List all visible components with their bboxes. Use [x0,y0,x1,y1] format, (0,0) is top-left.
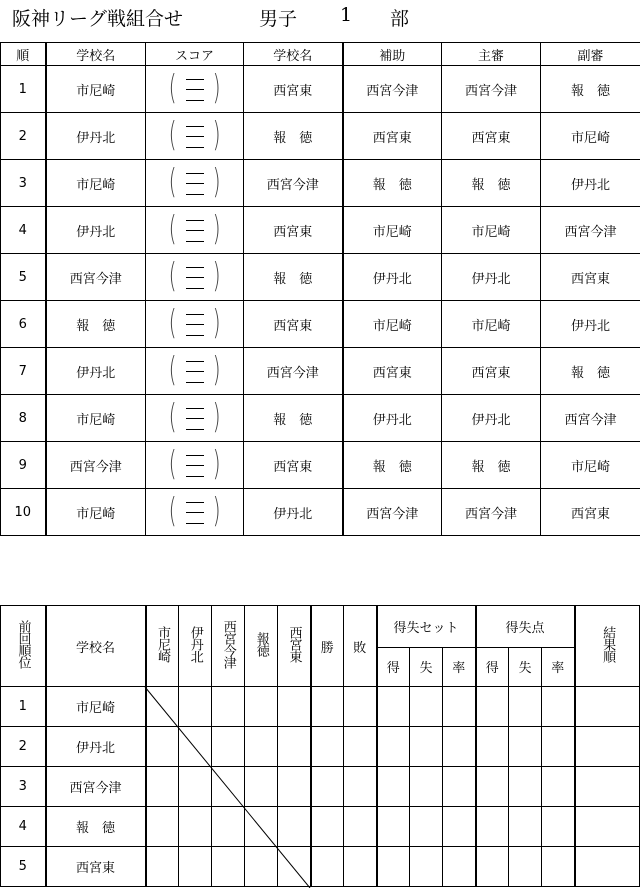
result-cell[interactable] [146,727,179,767]
result-cell[interactable] [575,687,640,727]
gain-header: 得 [476,647,509,687]
score-bracket[interactable]: ( ) [168,303,221,343]
results-table [0,605,640,887]
result-cell[interactable] [278,727,311,767]
result-cell[interactable] [443,847,476,887]
result-cell[interactable] [245,687,278,727]
result-cell[interactable] [212,847,245,887]
gain-header: 得 [377,647,410,687]
opponent-header [179,606,212,687]
match-number: 5 [1,254,46,301]
match-header-3: 学校名 [244,43,343,66]
result-cell[interactable] [410,847,443,887]
score-cell [146,160,244,207]
result-cell[interactable] [344,727,377,767]
match-number: 10 [1,489,46,536]
score-bracket[interactable]: ( ) [168,397,221,437]
score-cell [146,66,244,113]
home-school: 市尼崎 [46,160,146,207]
match-number: 3 [1,160,46,207]
rate-header: 率 [443,647,476,687]
score-bracket[interactable]: ( ) [168,350,221,390]
result-cell[interactable] [410,727,443,767]
result-cell[interactable] [542,727,575,767]
sub-referee: 伊丹北 [541,301,640,348]
away-school: 西宮東 [244,66,343,113]
assist-referee: 伊丹北 [343,395,442,442]
final-rank-header [575,606,640,687]
away-school: 伊丹北 [244,489,343,536]
score-cell [146,395,244,442]
opponent-header-text: 伊丹北 [187,626,203,662]
opponent-header-text: 報徳 [253,632,269,656]
away-school: 報 徳 [244,113,343,160]
away-school: 報 徳 [244,254,343,301]
result-cell[interactable] [311,807,344,847]
score-cell [146,207,244,254]
chief-referee: 市尼崎 [442,301,541,348]
match-number: 9 [1,442,46,489]
set-group-header: 得失セット [377,606,476,648]
chief-referee: 西宮今津 [442,66,541,113]
assist-referee: 伊丹北 [343,254,442,301]
home-school: 西宮今津 [46,254,146,301]
school-header: 学校名 [46,606,146,687]
match-header-4: 補助 [343,43,442,66]
result-cell[interactable] [509,767,542,807]
prev-rank-header-text: 前回順位 [15,620,31,668]
chief-referee: 市尼崎 [442,207,541,254]
score-cell [146,301,244,348]
result-cell[interactable] [542,807,575,847]
score-bracket[interactable]: ( ) [168,162,221,202]
match-row [1,395,640,442]
match-row [1,301,640,348]
score-bracket[interactable]: ( ) [168,444,221,484]
match-header-5: 主審 [442,43,541,66]
opponent-header [212,606,245,687]
match-header-1: 学校名 [46,43,146,66]
chief-referee: 伊丹北 [442,395,541,442]
sub-referee: 報 徳 [541,66,640,113]
assist-referee: 西宮東 [343,348,442,395]
result-cell[interactable] [542,847,575,887]
result-cell[interactable] [377,807,410,847]
result-cell[interactable] [377,847,410,887]
result-cell[interactable] [179,847,212,887]
result-cell[interactable] [410,807,443,847]
result-row [1,727,640,767]
match-number: 4 [1,207,46,254]
result-cell[interactable] [344,807,377,847]
opponent-header-text: 西宮東 [286,626,302,662]
match-number: 2 [1,113,46,160]
result-cell[interactable] [575,727,640,767]
home-school: 市尼崎 [46,66,146,113]
result-cell[interactable] [542,767,575,807]
opponent-header [245,606,278,687]
result-school: 市尼崎 [46,687,146,727]
result-cell[interactable] [377,687,410,727]
match-number: 7 [1,348,46,395]
result-cell[interactable] [344,847,377,887]
result-cell[interactable] [278,847,311,887]
sub-referee: 市尼崎 [541,113,640,160]
opponent-header [146,606,179,687]
result-cell[interactable] [575,767,640,807]
result-row [1,687,640,727]
match-row [1,254,640,301]
result-cell[interactable] [278,687,311,727]
result-cell[interactable] [476,807,509,847]
result-cell[interactable] [245,767,278,807]
chief-referee: 西宮東 [442,348,541,395]
match-row [1,207,640,254]
result-school: 報 徳 [46,807,146,847]
sub-referee: 西宮東 [541,254,640,301]
match-row [1,113,640,160]
home-school: 伊丹北 [46,207,146,254]
result-cell[interactable] [245,727,278,767]
home-school: 伊丹北 [46,113,146,160]
home-school: 伊丹北 [46,348,146,395]
result-cell[interactable] [575,807,640,847]
chief-referee: 伊丹北 [442,254,541,301]
assist-referee: 市尼崎 [343,207,442,254]
result-cell[interactable] [410,767,443,807]
match-number: 8 [1,395,46,442]
score-bracket[interactable]: ( ) [168,115,221,155]
loss-header: 敗 [344,606,377,687]
opponent-header-text: 市尼崎 [155,626,171,662]
away-school: 西宮今津 [244,348,343,395]
chief-referee: 報 徳 [442,160,541,207]
result-row [1,767,640,807]
result-cell[interactable] [212,727,245,767]
result-cell[interactable] [410,687,443,727]
result-school: 西宮今津 [46,767,146,807]
result-cell[interactable] [509,847,542,887]
prev-rank: 1 [1,687,46,727]
result-row [1,847,640,887]
result-cell[interactable] [278,767,311,807]
result-cell[interactable] [245,847,278,887]
sub-referee: 西宮今津 [541,207,640,254]
score-bracket[interactable]: ( ) [168,256,221,296]
assist-referee: 報 徳 [343,442,442,489]
prev-rank: 2 [1,727,46,767]
home-school: 西宮今津 [46,442,146,489]
result-cell[interactable] [443,767,476,807]
opponent-header [278,606,311,687]
result-cell[interactable] [179,807,212,847]
result-cell[interactable] [245,807,278,847]
result-cell[interactable] [311,847,344,887]
result-cell[interactable] [476,727,509,767]
assist-referee: 報 徳 [343,160,442,207]
result-cell[interactable] [476,767,509,807]
result-school: 西宮東 [46,847,146,887]
home-school: 市尼崎 [46,395,146,442]
chief-referee: 報 徳 [442,442,541,489]
match-header-0: 順 [1,43,46,66]
result-cell[interactable] [311,767,344,807]
loss-sub-header: 失 [509,647,542,687]
result-cell[interactable] [179,767,212,807]
point-group-header: 得失点 [476,606,575,648]
result-cell[interactable] [146,807,179,847]
result-cell[interactable] [278,807,311,847]
prev-rank: 4 [1,807,46,847]
prev-rank: 5 [1,847,46,887]
assist-referee: 西宮今津 [343,489,442,536]
match-row [1,160,640,207]
score-bracket[interactable]: ( ) [168,209,221,249]
result-cell[interactable] [212,687,245,727]
result-cell[interactable] [179,687,212,727]
result-cell[interactable] [377,767,410,807]
match-row [1,442,640,489]
home-school: 市尼崎 [46,489,146,536]
match-number: 1 [1,66,46,113]
sub-referee: 報 徳 [541,348,640,395]
match-row [1,348,640,395]
result-cell[interactable] [146,847,179,887]
assist-referee: 市尼崎 [343,301,442,348]
score-cell [146,442,244,489]
match-header-6: 副審 [541,43,640,66]
gender-label: 男子 [259,8,298,30]
match-number: 6 [1,301,46,348]
chief-referee: 西宮東 [442,113,541,160]
loss-sub-header: 失 [410,647,443,687]
sub-referee: 市尼崎 [541,442,640,489]
score-bracket[interactable]: ( ) [168,68,221,108]
result-cell[interactable] [311,687,344,727]
final-rank-header-text: 結果順 [600,626,616,662]
score-cell [146,113,244,160]
assist-referee: 西宮東 [343,113,442,160]
away-school: 西宮東 [244,301,343,348]
result-cell[interactable] [509,727,542,767]
away-school: 西宮今津 [244,160,343,207]
away-school: 西宮東 [244,207,343,254]
result-row [1,807,640,847]
score-cell [146,348,244,395]
opponent-header-text: 西宮今津 [220,620,236,668]
league-title: 阪神リーグ戦組合せ [12,8,184,30]
result-cell[interactable] [344,687,377,727]
result-cell[interactable] [212,767,245,807]
result-cell[interactable] [344,767,377,807]
result-cell[interactable] [443,687,476,727]
sub-referee: 西宮今津 [541,395,640,442]
away-school: 報 徳 [244,395,343,442]
score-bracket[interactable]: ( ) [168,491,221,531]
prev-rank: 3 [1,767,46,807]
score-cell [146,254,244,301]
division-label: 部 [390,8,410,30]
away-school: 西宮東 [244,442,343,489]
result-cell[interactable] [509,807,542,847]
score-cell [146,489,244,536]
result-cell[interactable] [575,847,640,887]
rate-header: 率 [542,647,575,687]
match-schedule-table [0,42,640,536]
sub-referee: 西宮東 [541,489,640,536]
result-cell[interactable] [443,727,476,767]
result-cell[interactable] [476,687,509,727]
match-row [1,489,640,536]
prev-rank-header [1,606,46,687]
result-school: 伊丹北 [46,727,146,767]
result-cell[interactable] [509,687,542,727]
result-cell[interactable] [443,807,476,847]
result-cell[interactable] [179,727,212,767]
division-number: 1 [340,4,353,26]
chief-referee: 西宮今津 [442,489,541,536]
result-cell[interactable] [542,687,575,727]
result-cell[interactable] [146,767,179,807]
result-cell[interactable] [212,807,245,847]
win-header: 勝 [311,606,344,687]
result-cell[interactable] [311,727,344,767]
home-school: 報 徳 [46,301,146,348]
match-header-2: スコア [146,43,244,66]
sub-referee: 伊丹北 [541,160,640,207]
result-cell[interactable] [146,687,179,727]
result-cell[interactable] [377,727,410,767]
assist-referee: 西宮今津 [343,66,442,113]
result-cell[interactable] [476,847,509,887]
match-row [1,66,640,113]
